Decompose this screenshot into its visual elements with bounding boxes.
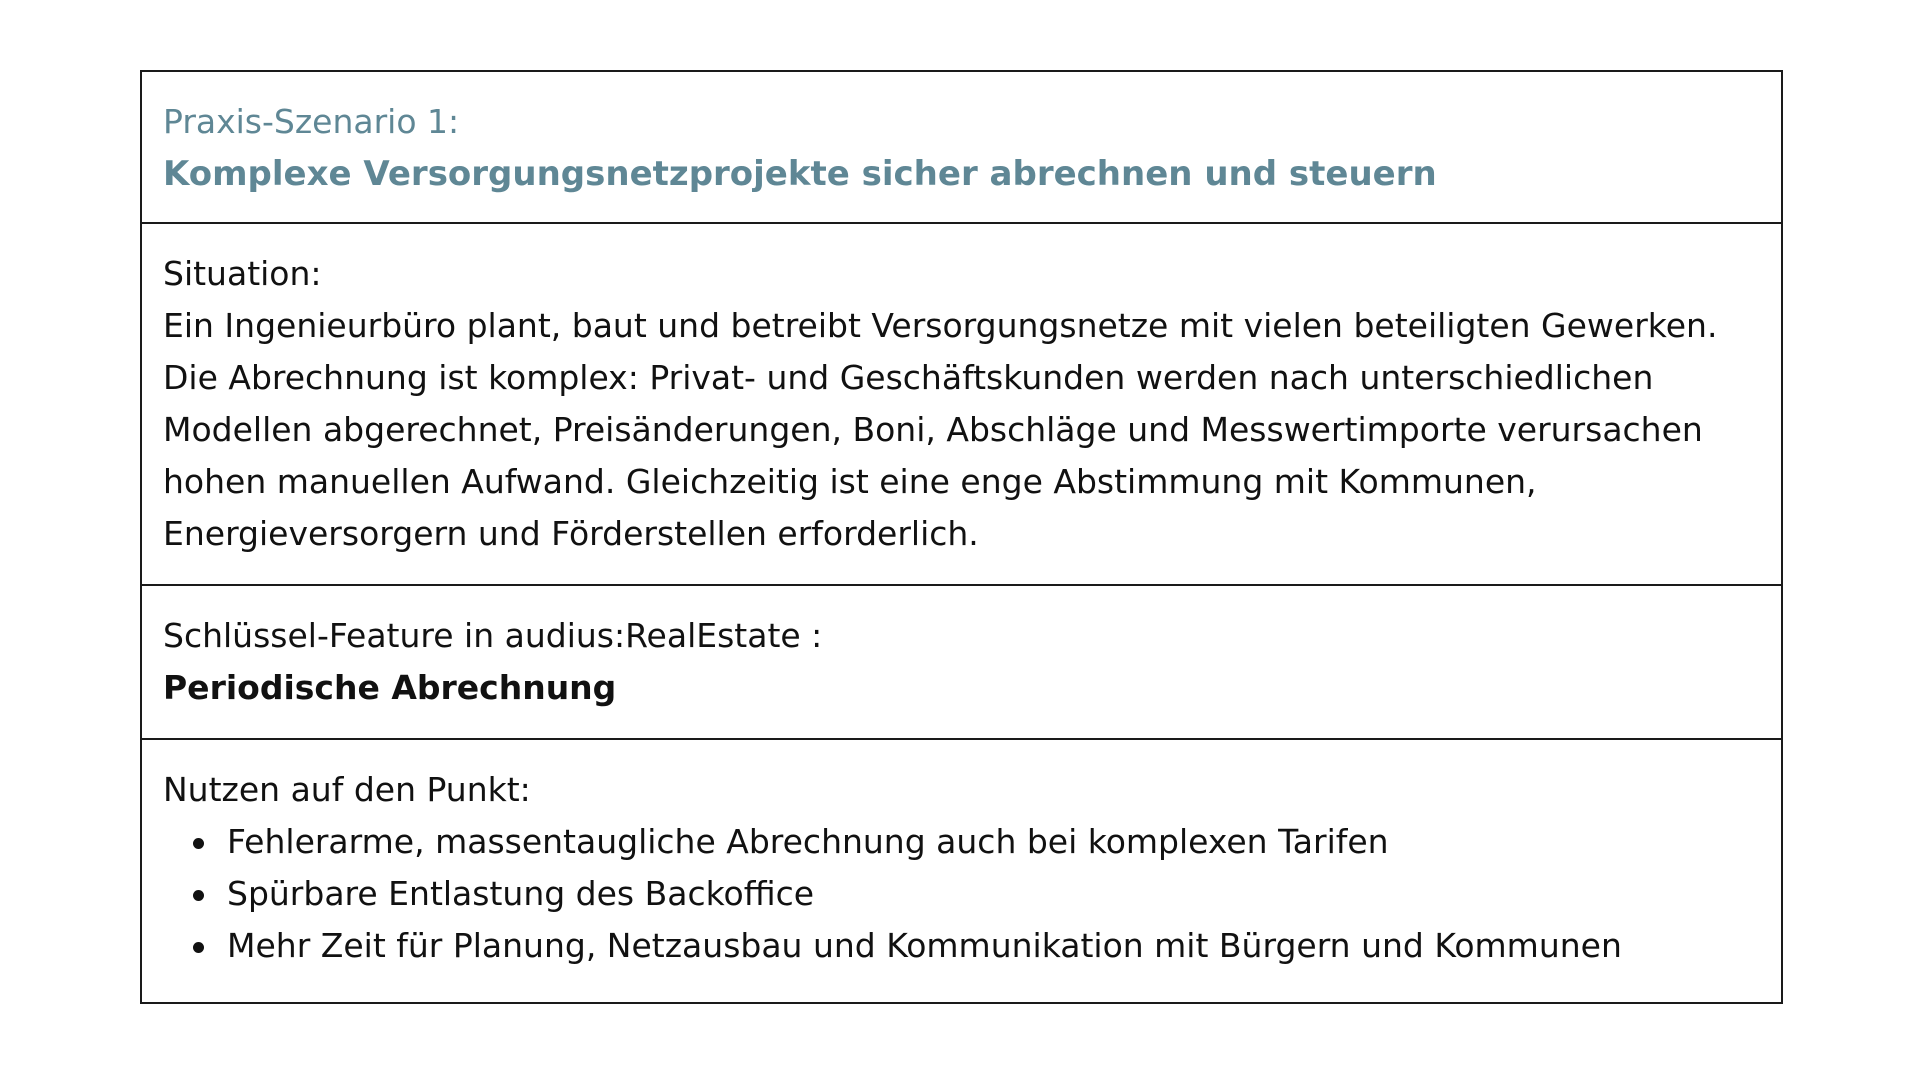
situation-line: Ein Ingenieurbüro plant, baut und betreibt Versorgungsnetze mit vielen beteiligten Gewerken. [163,306,1718,345]
scenario-header [142,72,1781,224]
benefit-item: Mehr Zeit für Planung, Netzausbau und Kommunikation mit Bürgern und Kommunen [193,920,1761,972]
feature-label: Schlüssel-Feature in audius:RealEstate : [163,616,823,655]
situation-line: hohen manuellen Aufwand. Gleichzeitig ist eine enge Abstimmung mit Kommunen, [163,462,1537,501]
benefit-item: Spürbare Entlastung des Backoffice [193,868,1761,920]
benefits-list [163,816,1761,972]
feature-section [142,586,1781,740]
situation-section [142,224,1781,586]
situation-line: Die Abrechnung ist komplex: Privat- und Geschäftskunden werden nach unterschiedlichen [163,358,1654,397]
situation-label: Situation: [163,254,322,293]
scenario-headline: Komplexe Versorgungsnetzprojekte sicher abrechnen und steuern [163,154,1437,194]
benefits-label: Nutzen auf den Punkt: [163,770,531,809]
situation-line: Energieversorgern und Förderstellen erforderlich. [163,514,979,553]
benefits-section [142,740,1781,1002]
scenario-eyebrow: Praxis-Szenario 1: [163,102,460,141]
situation-line: Modellen abgerechnet, Preisänderungen, Boni, Abschläge und Messwertimporte verursachen [163,410,1703,449]
scenario-card [140,70,1783,1004]
benefit-item: Fehlerarme, massentaugliche Abrechnung auch bei komplexen Tarifen [193,816,1761,868]
feature-name: Periodische Abrechnung [163,668,617,707]
